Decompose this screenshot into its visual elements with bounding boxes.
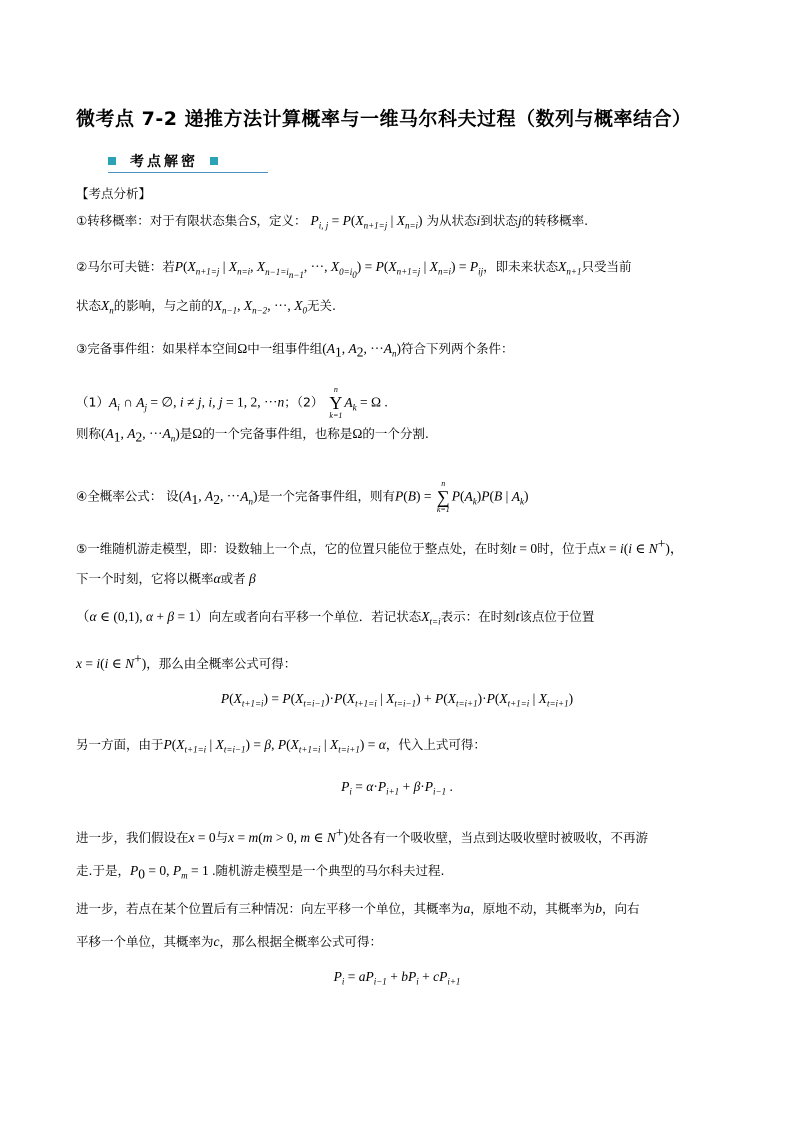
paragraph-markov-chain: ②马尔可夫链：若$P(X_{n+1=j}$ | $X_{n=i}$, $X_{n-1=i_{n-1}}$, ···, $X_{0=i_0}) = P(X_{n+1=j}$ | $X_{n=i}) = P_{ij}$，即未来状态$X_{n+1}$只受当前: [76, 259, 632, 280]
paragraph-random-walk-9: 平移一个单位，其概率为c，那么根据全概率公式可得：: [76, 934, 383, 949]
text: 的一个分割.: [362, 426, 429, 441]
paragraph-random-walk-4: x = i(i ∈ N+)，那么由全概率公式可得：: [76, 651, 297, 672]
banner-label: 考点解密: [130, 153, 198, 170]
text: 是: [179, 426, 193, 441]
text: 为从状态: [426, 213, 477, 228]
text: ⑤一维随机游走模型，即：设数轴上一个点，它的位置只能位于整点处，在时刻: [76, 541, 513, 557]
section-heading: 【考点分析】: [76, 186, 152, 201]
text: ，代入上式可得：: [385, 737, 486, 752]
text: 向左或者向右平移一个单位．若记状态: [208, 609, 422, 624]
square-bullet-icon: [210, 157, 218, 165]
text: ④全概率公式： 设: [76, 488, 179, 504]
text: 平移一个单位，其概率为: [76, 934, 214, 949]
page-title: 微考点 7-2 递推方法计算概率与一维马尔科夫过程（数列与概率结合）: [76, 108, 692, 130]
text: ，那么由全概率公式可得：: [146, 656, 297, 672]
equation-total-prob: $P(X_{t+1=i}) = P(X_{t=i-1})\cdot P(X_{t+1=i}$ | $X_{t=i-1}) + P(X_{t=i+1})\cdot P(X_{t+1=i}$ | $X_{t=i+1}$): [220, 691, 574, 709]
paragraph-random-walk-2: 下一个时刻，它将以概率α或者 β: [76, 571, 256, 586]
paragraph-conditions: $(1)A_i$ ∩ $A_j$ = ∅, i ≠ j, i, j = 1, 2, ···n；（2） n Y k=1 $A_k = \Omega$ .: [76, 385, 388, 420]
paragraph-random-walk-7: 走.于是，$P_0 = 0$, $P_m = 1$ .随机游走模型是一个典型的马尔科夫过程.: [76, 863, 445, 882]
text: 进一步，我们假设在: [76, 830, 189, 846]
text: 到状态: [480, 213, 518, 228]
paragraph-complete-events: ③完备事件组：如果样本空间Ω中一组事件组($A_1$, $A_2$, $\cdot\cdot\cdot A_n$)符合下列两个条件：: [76, 341, 514, 360]
text: 表示：在时刻: [440, 609, 516, 624]
text: 的转移概率.: [521, 213, 589, 228]
text: 处各有一个吸收壁，当点到达吸收壁时被吸收，不再游: [348, 830, 649, 846]
text: 的影响，与之前的: [113, 298, 214, 313]
text: ，定义：: [256, 213, 307, 228]
equation-recurrence: $P_i = \alpha\cdot P_{i+1} + \beta\cdot P_{i-1}$ .: [341, 779, 453, 797]
section-banner: [108, 150, 268, 173]
text: ，向右: [602, 901, 640, 916]
text: 只受当前: [581, 259, 632, 274]
paragraph-transition-probability: ①转移概率：对于有限状态集合S，定义： $P_{i, j} = P(X_{n+1=j}$ | $X_{n=i}$) 为从状态i到状态j的转移概率.: [76, 213, 589, 231]
text: 中一组事件组: [247, 341, 323, 356]
text: ，即未来状态: [483, 259, 559, 274]
text: 或者: [220, 571, 246, 586]
paragraph-partition: 则称($A_1$, $A_2$, $\cdot\cdot\cdot A_n$)是Ω的一个完备事件组，也称是Ω的一个分割.: [76, 426, 429, 445]
text: 则称: [76, 426, 102, 441]
paragraph-random-walk: ⑤一维随机游走模型，即：设数轴上一个点，它的位置只能位于整点处，在时刻t = 0时，位于点x = i(i ∈ N+)，: [76, 536, 684, 557]
text: ①转移概率：对于有限状态集合: [76, 213, 250, 228]
text: ，原地不动，其概率为: [470, 901, 596, 916]
paragraph-random-walk-5: 另一方面，由于$P(X_{t+1=i}$ | $X_{t=i-1}) = \beta$, $P(X_{t+1=i}$ | $X_{t=i+1}) = \alpha$，代入上式可得：: [76, 737, 486, 755]
text: 随机游走模型是一个典型的马尔科夫过程.: [215, 863, 445, 878]
equation-three-state: $P_i = aP_{i-1} + bP_i + cP_{i+1}$: [333, 969, 461, 987]
text: （1）: [76, 394, 109, 410]
text: ；（2）: [284, 394, 324, 410]
text: 状态: [76, 298, 102, 313]
paragraph-random-walk-8: 进一步，若点在某个位置后有三种情况：向左平移一个单位，其概率为a，原地不动，其概率为b，向右: [76, 901, 640, 916]
text: 另一方面，由于: [76, 737, 164, 752]
text: 与: [215, 830, 229, 846]
text: 是一个完备事件组，则有: [257, 488, 395, 504]
text: 时，位于点: [537, 541, 600, 557]
text: ③完备事件组：如果样本空间: [76, 341, 238, 356]
text: 符合下列两个条件：: [401, 341, 514, 356]
paragraph-random-walk-3: （α ∈ (0,1), α + β = 1）向左或者向右平移一个单位．若记状态$X_{t=i}$表示：在时刻t该点位于位置: [76, 609, 595, 627]
paragraph-total-probability: ④全概率公式： 设($A_1$, $A_2$, $\cdot\cdot\cdot A_n$)是一个完备事件组，则有P(B) = n ∑ k=1 $P(A_k)P(B$ | $A_k$): [76, 479, 529, 514]
square-bullet-icon: [108, 157, 116, 165]
text: ②马尔可夫链：若: [76, 259, 175, 274]
text: 走.于是，: [76, 863, 130, 878]
text: 无关.: [306, 298, 336, 313]
text: 进一步，若点在某个位置后有三种情况：向左平移一个单位，其概率为: [76, 901, 464, 916]
text: 该点位于位置: [519, 609, 595, 624]
text: ，那么根据全概率公式可得：: [219, 934, 383, 949]
text: 的一个完备事件组，也称是: [202, 426, 353, 441]
paragraph-random-walk-6: 进一步，我们假设在x = 0与x = m(m > 0, m ∈ N+)处各有一个吸收壁，当点到达吸收壁时被吸收，不再游: [76, 825, 649, 846]
paragraph-markov-chain-2: 状态$X_n$的影响，与之前的$X_{n-1}$, $X_{n-2}$, ···, $X_0$无关.: [76, 298, 336, 316]
text: 下一个时刻，它将以概率: [76, 571, 214, 586]
